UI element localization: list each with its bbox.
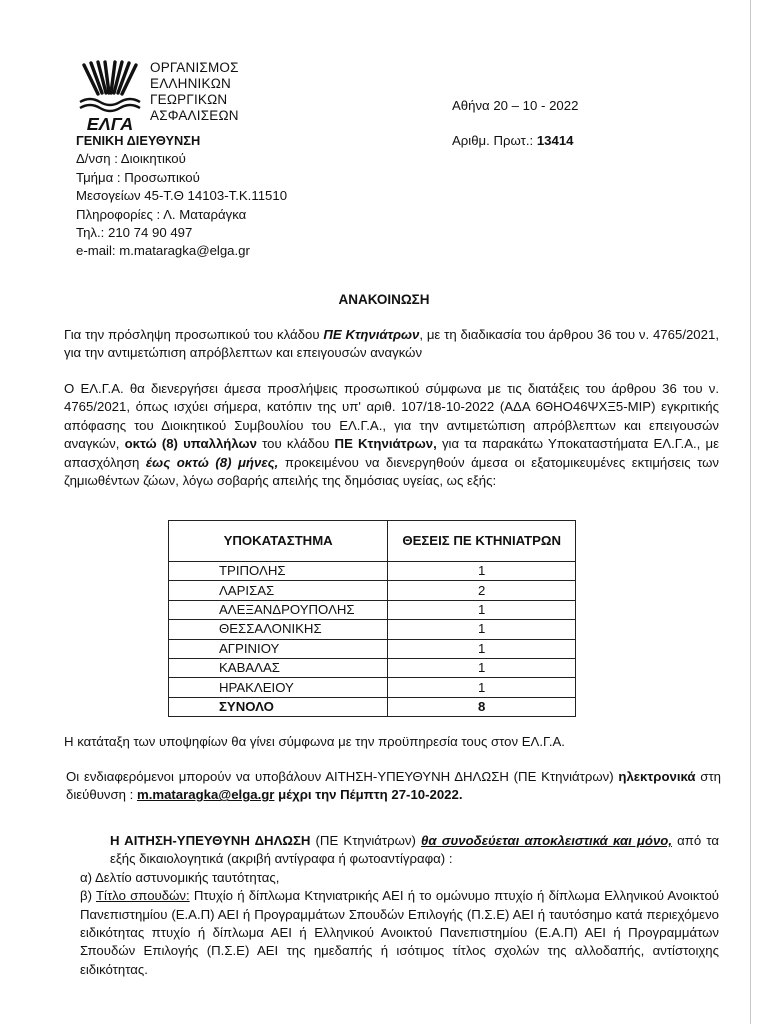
apply-email-link[interactable]: m.mataragka@elga.gr [136, 787, 275, 803]
branch-positions: 1 [388, 562, 576, 581]
branches-table [168, 520, 576, 717]
protocol-value: 13414 [536, 133, 574, 148]
directorate: ΓΕΝΙΚΗ ΔΙΕΥΘΥΝΣΗ [76, 133, 201, 148]
intro-text: Για την πρόσληψη προσωπικού του κλάδου [64, 327, 324, 342]
main-text: προκειμένου να διενεργηθούν άμεσα οι εξατομικευμένες εκτιμήσεις των ζημιωθέντων ζώων, λόγω σοβαρής απειλής της δημόσιας υγείας, ως εξής: [64, 454, 719, 489]
info-contact: Πληροφορίες : Λ. Ματαράγκα [76, 206, 247, 222]
table-row [169, 600, 576, 619]
apply-method: ηλεκτρονικά [618, 769, 696, 784]
org-line: ΕΛΛΗΝΙΚΩΝ [150, 76, 231, 91]
org-line: ΓΕΩΡΓΙΚΩΝ [150, 92, 228, 107]
table-row [169, 678, 576, 697]
table-row [169, 620, 576, 639]
org-line: ΑΣΦΑΛΙΣΕΩΝ [150, 108, 239, 123]
branch-positions: 1 [388, 620, 576, 639]
docs-title: Η ΑΙΤΗΣΗ-ΥΠΕΥΘΥΝΗ ΔΗΛΩΣΗ [110, 833, 311, 848]
branch-positions: 1 [388, 600, 576, 619]
docs-exclusive: θα συνοδεύεται αποκλειστικά και μόνο, [421, 833, 672, 848]
email: e-mail: m.mataragka@elga.gr [76, 243, 250, 259]
application-paragraph [66, 768, 721, 805]
department: Δ/νση : Διοικητικού [76, 151, 186, 167]
document-title: ΑΝΑΚΟΙΝΩΣΗ [338, 292, 430, 307]
address: Μεσογείων 45-Τ.Θ 14103-Τ.Κ.11510 [76, 188, 288, 204]
table-row [169, 658, 576, 677]
table-row [169, 562, 576, 581]
intro-branch: ΠΕ Κτηνιάτρων [323, 327, 420, 342]
doc-item-id: α) Δελτίο αστυνομικής ταυτότητας, [80, 869, 280, 885]
main-text: του κλάδου [256, 436, 335, 452]
intro-text-rest: , με τη διαδικασία του άρθρου 36 του ν. 4765/2021, για την αντιμετώπιση απρόβλεπτων και επειγουσών αναγκών [64, 327, 719, 361]
sender-block [76, 132, 287, 261]
ranking-paragraph: Η κατάταξη των υποψηφίων θα γίνει σύμφωνα με την προϋπηρεσία τους στον ΕΛ.Γ.Α. [64, 734, 565, 749]
main-paragraph [64, 380, 719, 490]
table-header-branch: ΥΠΟΚΑΤΑΣΤΗΜΑ [169, 521, 388, 562]
main-branch: ΠΕ Κτηνιάτρων, [334, 436, 437, 452]
branch-name: ΤΡΙΠΟΛΗΣ [169, 562, 388, 581]
protocol-label: Αριθμ. Πρωτ.: [452, 133, 534, 148]
total-label: ΣΥΝΟΛΟ [169, 697, 388, 716]
table-row [169, 581, 576, 600]
document-date: Αθήνα 20 – 10 - 2022 [452, 98, 579, 113]
org-line: ΟΡΓΑΝΙΣΜΟΣ [150, 60, 239, 75]
intro-paragraph [64, 326, 719, 363]
elga-logo-icon [78, 60, 142, 132]
table-header-row [169, 521, 576, 562]
doc-item-degree [64, 887, 719, 979]
section: Τμήμα : Προσωπικού [76, 169, 200, 185]
apply-text: στη διεύθυνση : [66, 769, 721, 803]
docs-text: από τα εξής δικαιολογητικά (ακριβή αντίγραφα ή φωτοαντίγραφα) : [110, 833, 719, 867]
branch-name: ΘΕΣΣΑΛΟΝΙΚΗΣ [169, 620, 388, 639]
total-value: 8 [388, 697, 576, 716]
docs-text: (ΠΕ Κτηνιάτρων) [310, 833, 422, 848]
main-text: Ο ΕΛ.Γ.Α. θα διενεργήσει άμεσα προσλήψεις προσωπικού σύμφωνα με τις διατάξεις του άρθρου 36 του ν. 4765/2021, όπως ισχύει σήμερα, κατόπιν της υπ' αριθ. 107/18-10-2022 (ΑΔΑ 6ΘΗΟ46ΨΧΞ5-ΜΙΡ) εγκριτικής απόφασης του Διοικητικού Συμβουλίου του ΕΛ.Γ.Α., για την αντιμετώπιση απρόβλεπτων και επειγουσών αναγκών, [64, 381, 719, 452]
table-header-positions: ΘΕΣΕΙΣ ΠΕ ΚΤΗΝΙΑΤΡΩΝ [388, 521, 576, 562]
table-row [169, 639, 576, 658]
branch-positions: 1 [388, 658, 576, 677]
main-text: για τα παρακάτω Υποκαταστήματα ΕΛ.Γ.Α., με απασχόληση [64, 436, 719, 470]
branch-positions: 1 [388, 639, 576, 658]
documents-section [64, 832, 719, 979]
branch-name: ΑΛΕΞΑΝΔΡΟΥΠΟΛΗΣ [169, 600, 388, 619]
apply-text: Οι ενδιαφερόμενοι μπορούν να υποβάλουν ΑΙΤΗΣΗ-ΥΠΕΥΘΥΝΗ ΔΗΛΩΣΗ (ΠΕ Κτηνιάτρων) [66, 769, 619, 784]
main-duration: έως οκτώ (8) μήνες, [145, 454, 279, 470]
page-edge-line [750, 0, 751, 1024]
branch-name: ΚΑΒΑΛΑΣ [169, 658, 388, 677]
branch-name: ΗΡΑΚΛΕΙΟΥ [169, 678, 388, 697]
branch-positions: 1 [388, 678, 576, 697]
branch-positions: 2 [388, 581, 576, 600]
organization-name [150, 60, 239, 124]
documents-intro [64, 832, 719, 869]
phone: Τηλ.: 210 74 90 497 [76, 225, 193, 241]
branch-name: ΛΑΡΙΣΑΣ [169, 581, 388, 600]
protocol-number [452, 133, 574, 148]
doc-item-text: Πτυχίο ή δίπλωμα Κτηνιατρικής ΑΕΙ ή το ομώνυμο πτυχίο ή δίπλωμα Ελληνικού Ανοικτού Πανεπιστημίου (Ε.Α.Π) ΑΕΙ ή Προγραμμάτων Σπουδών Επιλογής (Π.Σ.Ε) ΑΕΙ ή ταυτόσημο κατά περιεχόμενο ειδικότητας πτυχίο ή δίπλωμα ΑΕΙ ή Ελληνικού Ανοικτού Πανεπιστημίου (Ε.Α.Π) ΑΕΙ ή Προγραμμάτων Σπουδών Επιλογής (Π.Σ.Ε) ΑΕΙ της ημεδαπής ή ισότιμος τίτλος σχολών της αλλοδαπής, αντίστοιχης ειδικότητας. [80, 888, 720, 977]
apply-deadline: μέχρι την Πέμπτη 27-10-2022. [274, 787, 463, 803]
logo-text: ΕΛΓΑ [86, 114, 134, 132]
table-total-row [169, 697, 576, 716]
main-count: οκτώ (8) υπαλλήλων [124, 436, 257, 452]
branch-name: ΑΓΡΙΝΙΟΥ [169, 639, 388, 658]
doc-item-prefix: β) [80, 888, 96, 904]
doc-item-label: Τίτλο σπουδών: [95, 888, 190, 904]
